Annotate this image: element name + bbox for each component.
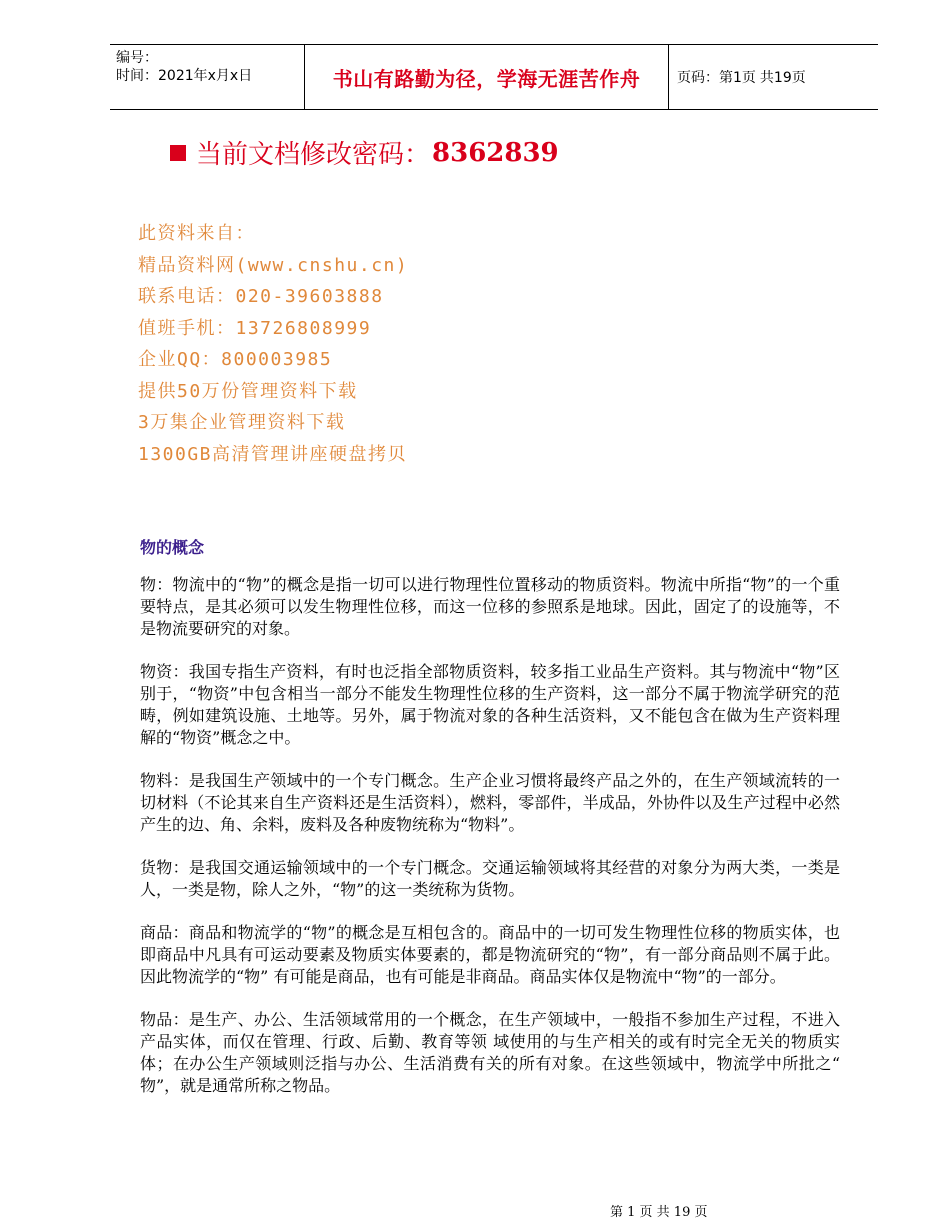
password-code: 8362839	[432, 137, 559, 168]
paragraph: 物：物流中的“物”的概念是指一切可以进行物理性位置移动的物质资料。物流中所指“物”的一个重要特点，是其必须可以发生物理性位移，而这一位移的参照系是地球。因此，固定了的设施等，不是物流要研究的对象。	[140, 575, 840, 638]
section-title: 物的概念	[140, 538, 205, 557]
password-line	[170, 134, 559, 171]
paragraph: 物资：我国专指生产资料，有时也泛指全部物质资料，较多指工业品生产资料。其与物流中“物”区别于，“物资”中包含相当一部分不能发生物理性位移的生产资料，这一部分不属于物流学研究的范畴，例如建筑设施、土地等。另外，属于物流对象的各种生活资料，又不能包含在做为生产资料理解的“物资”概念之中。	[140, 662, 840, 747]
header-table	[110, 44, 878, 110]
header-motto: 书山有路勤为径，学海无涯苦作舟	[332, 66, 641, 91]
source-line: 提供50万份管理资料下载	[138, 380, 358, 402]
body-content	[140, 574, 840, 1118]
source-info	[138, 218, 408, 470]
source-line: 3万集企业管理资料下载	[138, 412, 346, 433]
header-page-cell	[669, 45, 878, 109]
header-motto-cell	[305, 45, 669, 109]
source-line: 此资料来自：	[138, 223, 255, 244]
header-page-label: 页码：第1页	[677, 70, 756, 86]
source-line: 精品资料网(www.cnshu.cn)	[138, 254, 409, 276]
header-page-total: 共19页	[759, 70, 806, 86]
header-meta	[110, 45, 305, 109]
paragraph: 物料：是我国生产领域中的一个专门概念。生产企业习惯将最终产品之外的，在生产领域流转的一切材料（不论其来自生产资料还是生活资料），燃料，零部件，半成品，外协件以及生产过程中必然产生的边、角、余料，废料及各种废物统称为“物料”。	[140, 771, 840, 834]
square-bullet-icon	[170, 145, 186, 161]
paragraph: 商品：商品和物流学的“物”的概念是互相包含的。商品中的一切可发生物理性位移的物质实体，也即商品中凡具有可运动要素及物质实体要素的，都是物流研究的“物”，有一部分商品则不属于此。因此物流学的“物” 有可能是商品，也有可能是非商品。商品实体仅是物流中“物”的一部分。	[140, 923, 840, 986]
number-label: 编号：	[116, 50, 158, 66]
password-label: 当前文档修改密码：	[196, 140, 431, 170]
source-line: 值班手机：13726808999	[138, 317, 372, 339]
source-line: 企业QQ：800003985	[138, 349, 333, 370]
source-line: 1300GB高清管理讲座硬盘拷贝	[138, 443, 408, 465]
source-line: 联系电话：020-39603888	[138, 286, 384, 307]
paragraph: 物品：是生产、办公、生活领域常用的一个概念，在生产领域中，一般指不参加生产过程，不进入产品实体，而仅在管理、行政、后勤、教育等领 域使用的与生产相关的或有时完全无关的物质实体；在办公生产领域则泛指与办公、生活消费有关的所有对象。在这些领域中，物流学中所批之“ 物”，就是通常所称之物品。	[140, 1010, 840, 1095]
page-footer: 第 1 页 共 19 页	[610, 1205, 708, 1220]
paragraph: 货物：是我国交通运输领域中的一个专门概念。交通运输领域将其经营的对象分为两大类，一类是人，一类是物，除人之外，“物”的这一类统称为货物。	[140, 858, 840, 899]
time-label: 时间：2021年x月x日	[116, 68, 253, 84]
